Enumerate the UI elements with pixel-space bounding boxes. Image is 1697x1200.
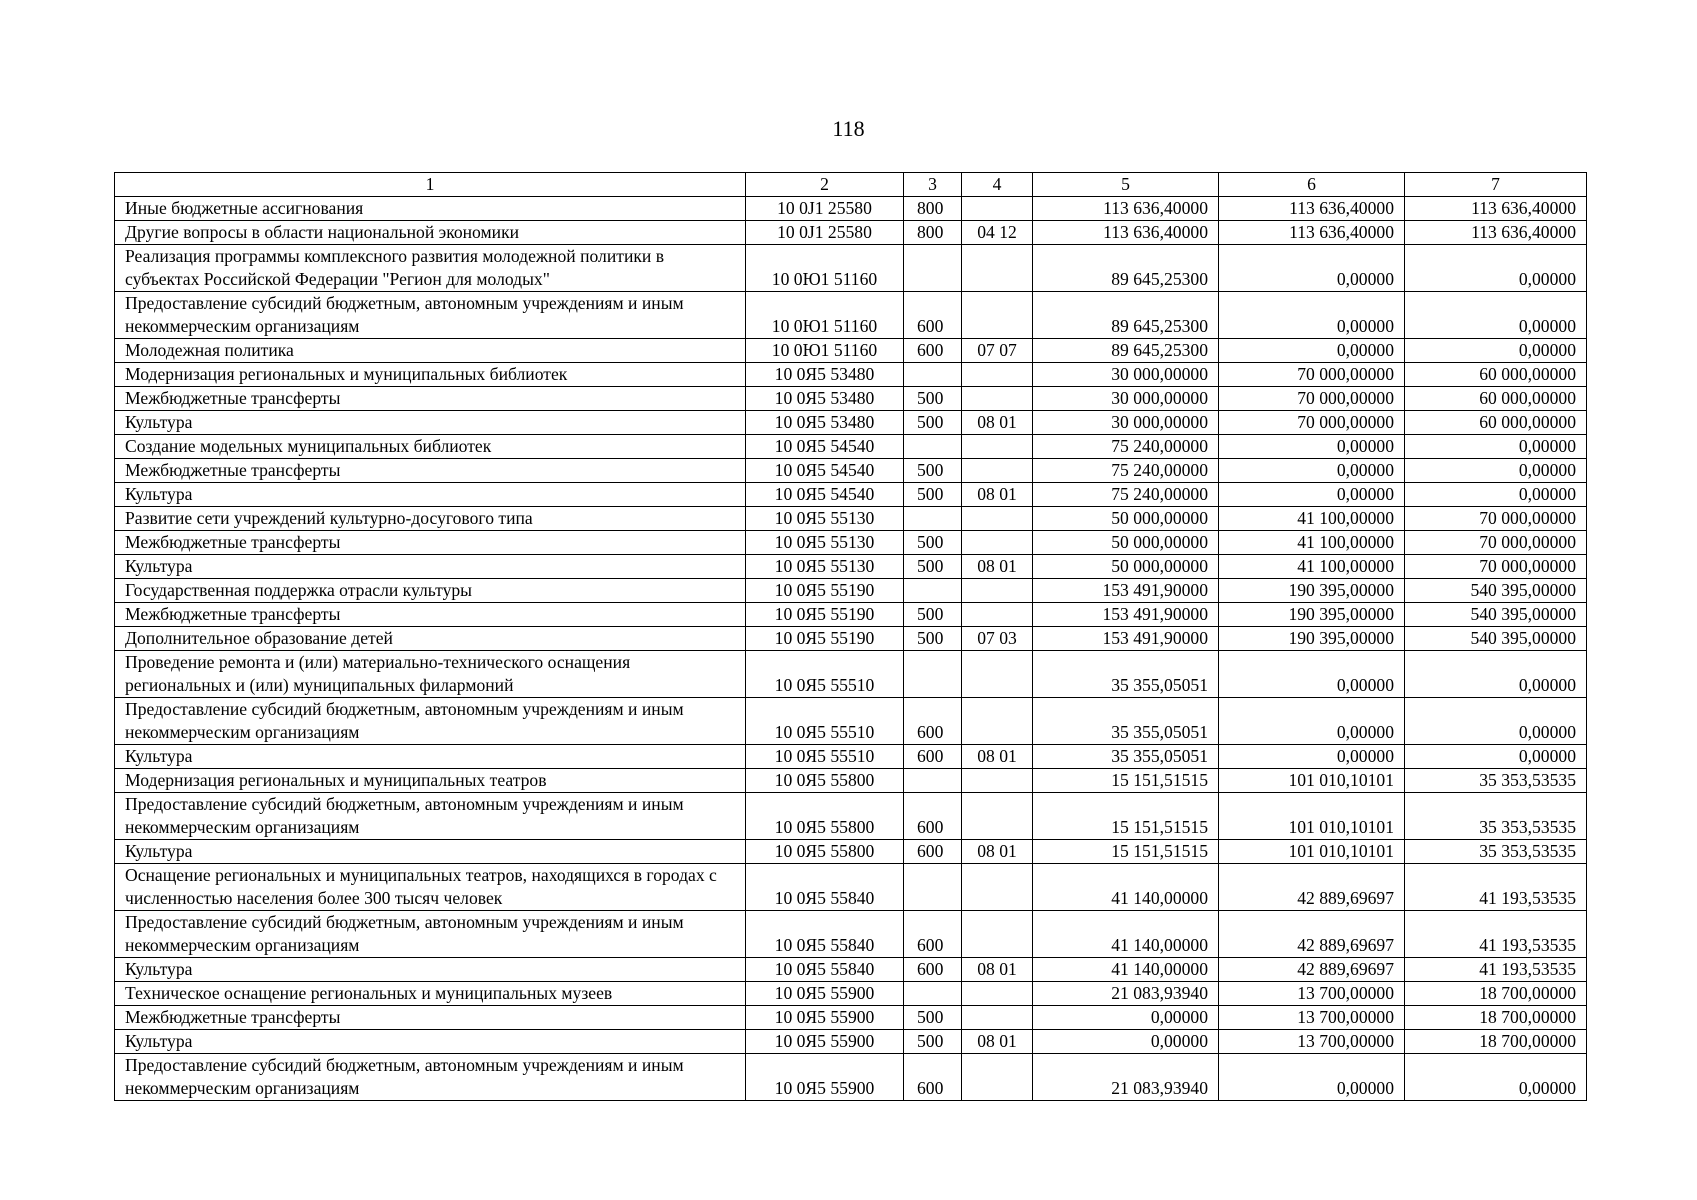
section-code-cell bbox=[962, 507, 1033, 531]
amount-col7-cell: 35 353,53535 bbox=[1405, 793, 1587, 840]
target-code-cell: 10 0Я5 55840 bbox=[746, 911, 904, 958]
row-name-cell: Проведение ремонта и (или) материально-технического оснащения региональных и (или) муниципальных филармоний bbox=[115, 651, 746, 698]
table-row bbox=[115, 1054, 1587, 1101]
target-code-cell: 10 0Я5 55900 bbox=[746, 1006, 904, 1030]
target-code-cell: 10 0Я5 55190 bbox=[746, 603, 904, 627]
table-row bbox=[115, 651, 1587, 698]
target-code-cell: 10 0Я5 55800 bbox=[746, 840, 904, 864]
amount-col5-cell: 21 083,93940 bbox=[1033, 982, 1219, 1006]
expense-type-cell: 600 bbox=[904, 745, 962, 769]
row-name-cell: Межбюджетные трансферты bbox=[115, 387, 746, 411]
table-row bbox=[115, 1030, 1587, 1054]
amount-col5-cell: 75 240,00000 bbox=[1033, 483, 1219, 507]
expense-type-cell: 500 bbox=[904, 387, 962, 411]
amount-col6-cell: 113 636,40000 bbox=[1219, 197, 1405, 221]
row-name-cell: Оснащение региональных и муниципальных театров, находящихся в городах с численностью населения более 300 тысяч человек bbox=[115, 864, 746, 911]
expense-type-cell: 500 bbox=[904, 555, 962, 579]
row-name-cell: Молодежная политика bbox=[115, 339, 746, 363]
row-name-cell: Иные бюджетные ассигнования bbox=[115, 197, 746, 221]
expense-type-cell bbox=[904, 363, 962, 387]
expense-type-cell: 500 bbox=[904, 603, 962, 627]
amount-col6-cell: 190 395,00000 bbox=[1219, 627, 1405, 651]
row-name-cell: Создание модельных муниципальных библиотек bbox=[115, 435, 746, 459]
row-name-cell: Дополнительное образование детей bbox=[115, 627, 746, 651]
table-row bbox=[115, 982, 1587, 1006]
target-code-cell: 10 0J1 25580 bbox=[746, 197, 904, 221]
amount-col7-cell: 0,00000 bbox=[1405, 745, 1587, 769]
table-row bbox=[115, 745, 1587, 769]
row-name-cell: Межбюджетные трансферты bbox=[115, 531, 746, 555]
table-row bbox=[115, 459, 1587, 483]
target-code-cell: 10 0Я5 55130 bbox=[746, 507, 904, 531]
table-row bbox=[115, 627, 1587, 651]
row-name-cell: Модернизация региональных и муниципальных библиотек bbox=[115, 363, 746, 387]
amount-col6-cell: 0,00000 bbox=[1219, 483, 1405, 507]
table-row bbox=[115, 435, 1587, 459]
amount-col7-cell: 60 000,00000 bbox=[1405, 363, 1587, 387]
amount-col6-cell: 190 395,00000 bbox=[1219, 579, 1405, 603]
expense-type-cell: 600 bbox=[904, 793, 962, 840]
amount-col7-cell: 18 700,00000 bbox=[1405, 982, 1587, 1006]
target-code-cell: 10 0Я5 55190 bbox=[746, 627, 904, 651]
expense-type-cell: 600 bbox=[904, 698, 962, 745]
target-code-cell: 10 0Я5 55800 bbox=[746, 769, 904, 793]
amount-col7-cell: 41 193,53535 bbox=[1405, 958, 1587, 982]
amount-col7-cell: 60 000,00000 bbox=[1405, 411, 1587, 435]
amount-col5-cell: 113 636,40000 bbox=[1033, 197, 1219, 221]
row-name-cell: Культура bbox=[115, 411, 746, 435]
row-name-cell: Культура bbox=[115, 840, 746, 864]
amount-col6-cell: 42 889,69697 bbox=[1219, 864, 1405, 911]
amount-col5-cell: 15 151,51515 bbox=[1033, 793, 1219, 840]
table-row bbox=[115, 603, 1587, 627]
target-code-cell: 10 0Я5 55510 bbox=[746, 651, 904, 698]
section-code-cell bbox=[962, 459, 1033, 483]
amount-col5-cell: 113 636,40000 bbox=[1033, 221, 1219, 245]
section-code-cell bbox=[962, 435, 1033, 459]
section-code-cell: 07 03 bbox=[962, 627, 1033, 651]
row-name-cell: Модернизация региональных и муниципальных театров bbox=[115, 769, 746, 793]
amount-col6-cell: 101 010,10101 bbox=[1219, 793, 1405, 840]
table-row bbox=[115, 793, 1587, 840]
table-row bbox=[115, 221, 1587, 245]
amount-col7-cell: 18 700,00000 bbox=[1405, 1006, 1587, 1030]
amount-col7-cell: 41 193,53535 bbox=[1405, 911, 1587, 958]
section-code-cell bbox=[962, 911, 1033, 958]
target-code-cell: 10 0Я5 55840 bbox=[746, 958, 904, 982]
target-code-cell: 10 0Я5 54540 bbox=[746, 435, 904, 459]
amount-col5-cell: 89 645,25300 bbox=[1033, 292, 1219, 339]
expense-type-cell: 500 bbox=[904, 459, 962, 483]
budget-table bbox=[114, 172, 1587, 1101]
table-row bbox=[115, 579, 1587, 603]
amount-col7-cell: 0,00000 bbox=[1405, 459, 1587, 483]
section-code-cell bbox=[962, 579, 1033, 603]
row-name-cell: Государственная поддержка отрасли культуры bbox=[115, 579, 746, 603]
expense-type-cell bbox=[904, 864, 962, 911]
expense-type-cell: 600 bbox=[904, 911, 962, 958]
amount-col7-cell: 0,00000 bbox=[1405, 339, 1587, 363]
table-row bbox=[115, 840, 1587, 864]
amount-col5-cell: 35 355,05051 bbox=[1033, 698, 1219, 745]
expense-type-cell bbox=[904, 245, 962, 292]
table-row bbox=[115, 197, 1587, 221]
page-number: 118 bbox=[832, 116, 865, 141]
target-code-cell: 10 0Я5 55840 bbox=[746, 864, 904, 911]
section-code-cell: 08 01 bbox=[962, 840, 1033, 864]
row-name-cell: Предоставление субсидий бюджетным, автономным учреждениям и иным некоммерческим организациям bbox=[115, 1054, 746, 1101]
row-name-cell: Реализация программы комплексного развития молодежной политики в субъектах Российской Федерации "Регион для молодых" bbox=[115, 245, 746, 292]
section-code-cell bbox=[962, 1054, 1033, 1101]
section-code-cell bbox=[962, 982, 1033, 1006]
amount-col5-cell: 15 151,51515 bbox=[1033, 840, 1219, 864]
expense-type-cell: 500 bbox=[904, 483, 962, 507]
row-name-cell: Межбюджетные трансферты bbox=[115, 459, 746, 483]
amount-col7-cell: 113 636,40000 bbox=[1405, 221, 1587, 245]
expense-type-cell: 500 bbox=[904, 627, 962, 651]
table-row bbox=[115, 911, 1587, 958]
amount-col6-cell: 13 700,00000 bbox=[1219, 982, 1405, 1006]
section-code-cell: 08 01 bbox=[962, 555, 1033, 579]
target-code-cell: 10 0Я5 53480 bbox=[746, 387, 904, 411]
table-row bbox=[115, 292, 1587, 339]
column-header: 6 bbox=[1219, 173, 1405, 197]
target-code-cell: 10 0J1 25580 bbox=[746, 221, 904, 245]
target-code-cell: 10 0Я5 53480 bbox=[746, 411, 904, 435]
amount-col5-cell: 153 491,90000 bbox=[1033, 627, 1219, 651]
amount-col5-cell: 41 140,00000 bbox=[1033, 958, 1219, 982]
section-code-cell: 08 01 bbox=[962, 745, 1033, 769]
amount-col5-cell: 30 000,00000 bbox=[1033, 363, 1219, 387]
amount-col7-cell: 41 193,53535 bbox=[1405, 864, 1587, 911]
section-code-cell: 07 07 bbox=[962, 339, 1033, 363]
expense-type-cell: 800 bbox=[904, 197, 962, 221]
amount-col7-cell: 0,00000 bbox=[1405, 483, 1587, 507]
table-row bbox=[115, 698, 1587, 745]
row-name-cell: Предоставление субсидий бюджетным, автономным учреждениям и иным некоммерческим организациям bbox=[115, 911, 746, 958]
target-code-cell: 10 0Я5 55900 bbox=[746, 1030, 904, 1054]
amount-col7-cell: 0,00000 bbox=[1405, 292, 1587, 339]
amount-col6-cell: 101 010,10101 bbox=[1219, 840, 1405, 864]
amount-col7-cell: 0,00000 bbox=[1405, 435, 1587, 459]
row-name-cell: Предоставление субсидий бюджетным, автономным учреждениям и иным некоммерческим организациям bbox=[115, 292, 746, 339]
section-code-cell bbox=[962, 651, 1033, 698]
amount-col5-cell: 89 645,25300 bbox=[1033, 339, 1219, 363]
section-code-cell: 08 01 bbox=[962, 1030, 1033, 1054]
expense-type-cell: 600 bbox=[904, 958, 962, 982]
amount-col6-cell: 41 100,00000 bbox=[1219, 555, 1405, 579]
amount-col5-cell: 50 000,00000 bbox=[1033, 531, 1219, 555]
amount-col6-cell: 41 100,00000 bbox=[1219, 507, 1405, 531]
amount-col6-cell: 113 636,40000 bbox=[1219, 221, 1405, 245]
amount-col6-cell: 70 000,00000 bbox=[1219, 411, 1405, 435]
target-code-cell: 10 0Ю1 51160 bbox=[746, 339, 904, 363]
expense-type-cell: 600 bbox=[904, 1054, 962, 1101]
section-code-cell bbox=[962, 531, 1033, 555]
expense-type-cell: 800 bbox=[904, 221, 962, 245]
amount-col5-cell: 0,00000 bbox=[1033, 1006, 1219, 1030]
target-code-cell: 10 0Я5 55130 bbox=[746, 555, 904, 579]
section-code-cell: 08 01 bbox=[962, 958, 1033, 982]
table-row bbox=[115, 245, 1587, 292]
amount-col7-cell: 70 000,00000 bbox=[1405, 531, 1587, 555]
amount-col6-cell: 13 700,00000 bbox=[1219, 1030, 1405, 1054]
column-header: 2 bbox=[746, 173, 904, 197]
expense-type-cell: 500 bbox=[904, 1030, 962, 1054]
target-code-cell: 10 0Ю1 51160 bbox=[746, 292, 904, 339]
table-row bbox=[115, 1006, 1587, 1030]
table-row bbox=[115, 531, 1587, 555]
amount-col5-cell: 35 355,05051 bbox=[1033, 745, 1219, 769]
amount-col6-cell: 70 000,00000 bbox=[1219, 363, 1405, 387]
row-name-cell: Предоставление субсидий бюджетным, автономным учреждениям и иным некоммерческим организациям bbox=[115, 698, 746, 745]
row-name-cell: Предоставление субсидий бюджетным, автономным учреждениям и иным некоммерческим организациям bbox=[115, 793, 746, 840]
amount-col5-cell: 41 140,00000 bbox=[1033, 864, 1219, 911]
section-code-cell bbox=[962, 245, 1033, 292]
amount-col6-cell: 0,00000 bbox=[1219, 698, 1405, 745]
amount-col7-cell: 540 395,00000 bbox=[1405, 603, 1587, 627]
section-code-cell bbox=[962, 387, 1033, 411]
expense-type-cell: 600 bbox=[904, 840, 962, 864]
table-row bbox=[115, 363, 1587, 387]
target-code-cell: 10 0Ю1 51160 bbox=[746, 245, 904, 292]
section-code-cell bbox=[962, 769, 1033, 793]
table-row bbox=[115, 483, 1587, 507]
amount-col6-cell: 0,00000 bbox=[1219, 292, 1405, 339]
amount-col5-cell: 50 000,00000 bbox=[1033, 555, 1219, 579]
amount-col6-cell: 0,00000 bbox=[1219, 651, 1405, 698]
amount-col6-cell: 0,00000 bbox=[1219, 339, 1405, 363]
amount-col6-cell: 190 395,00000 bbox=[1219, 603, 1405, 627]
amount-col5-cell: 75 240,00000 bbox=[1033, 459, 1219, 483]
amount-col5-cell: 30 000,00000 bbox=[1033, 411, 1219, 435]
expense-type-cell bbox=[904, 651, 962, 698]
row-name-cell: Культура bbox=[115, 483, 746, 507]
row-name-cell: Другие вопросы в области национальной экономики bbox=[115, 221, 746, 245]
table-row bbox=[115, 387, 1587, 411]
table-row bbox=[115, 864, 1587, 911]
amount-col5-cell: 41 140,00000 bbox=[1033, 911, 1219, 958]
amount-col6-cell: 0,00000 bbox=[1219, 245, 1405, 292]
row-name-cell: Развитие сети учреждений культурно-досугового типа bbox=[115, 507, 746, 531]
expense-type-cell bbox=[904, 435, 962, 459]
section-code-cell bbox=[962, 197, 1033, 221]
table-body bbox=[115, 197, 1587, 1101]
amount-col7-cell: 60 000,00000 bbox=[1405, 387, 1587, 411]
section-code-cell bbox=[962, 292, 1033, 339]
amount-col6-cell: 101 010,10101 bbox=[1219, 769, 1405, 793]
expense-type-cell: 500 bbox=[904, 1006, 962, 1030]
row-name-cell: Межбюджетные трансферты bbox=[115, 1006, 746, 1030]
section-code-cell: 08 01 bbox=[962, 483, 1033, 507]
column-header: 5 bbox=[1033, 173, 1219, 197]
expense-type-cell: 500 bbox=[904, 411, 962, 435]
table-row bbox=[115, 507, 1587, 531]
target-code-cell: 10 0Я5 55190 bbox=[746, 579, 904, 603]
amount-col6-cell: 0,00000 bbox=[1219, 1054, 1405, 1101]
amount-col5-cell: 153 491,90000 bbox=[1033, 579, 1219, 603]
amount-col7-cell: 540 395,00000 bbox=[1405, 579, 1587, 603]
expense-type-cell: 600 bbox=[904, 339, 962, 363]
target-code-cell: 10 0Я5 55130 bbox=[746, 531, 904, 555]
amount-col6-cell: 42 889,69697 bbox=[1219, 911, 1405, 958]
amount-col6-cell: 70 000,00000 bbox=[1219, 387, 1405, 411]
amount-col7-cell: 35 353,53535 bbox=[1405, 840, 1587, 864]
header-row bbox=[115, 173, 1587, 197]
column-header: 1 bbox=[115, 173, 746, 197]
amount-col6-cell: 13 700,00000 bbox=[1219, 1006, 1405, 1030]
amount-col5-cell: 50 000,00000 bbox=[1033, 507, 1219, 531]
row-name-cell: Культура bbox=[115, 958, 746, 982]
amount-col7-cell: 70 000,00000 bbox=[1405, 507, 1587, 531]
expense-type-cell bbox=[904, 769, 962, 793]
section-code-cell: 08 01 bbox=[962, 411, 1033, 435]
row-name-cell: Культура bbox=[115, 555, 746, 579]
amount-col5-cell: 35 355,05051 bbox=[1033, 651, 1219, 698]
table-row bbox=[115, 339, 1587, 363]
section-code-cell: 04 12 bbox=[962, 221, 1033, 245]
row-name-cell: Техническое оснащение региональных и муниципальных музеев bbox=[115, 982, 746, 1006]
amount-col6-cell: 41 100,00000 bbox=[1219, 531, 1405, 555]
amount-col5-cell: 15 151,51515 bbox=[1033, 769, 1219, 793]
amount-col6-cell: 0,00000 bbox=[1219, 459, 1405, 483]
target-code-cell: 10 0Я5 55900 bbox=[746, 982, 904, 1006]
amount-col5-cell: 153 491,90000 bbox=[1033, 603, 1219, 627]
expense-type-cell: 500 bbox=[904, 531, 962, 555]
target-code-cell: 10 0Я5 54540 bbox=[746, 459, 904, 483]
target-code-cell: 10 0Я5 53480 bbox=[746, 363, 904, 387]
expense-type-cell bbox=[904, 579, 962, 603]
table-row bbox=[115, 769, 1587, 793]
amount-col6-cell: 42 889,69697 bbox=[1219, 958, 1405, 982]
amount-col7-cell: 0,00000 bbox=[1405, 245, 1587, 292]
column-header: 7 bbox=[1405, 173, 1587, 197]
amount-col6-cell: 0,00000 bbox=[1219, 745, 1405, 769]
amount-col5-cell: 30 000,00000 bbox=[1033, 387, 1219, 411]
target-code-cell: 10 0Я5 55510 bbox=[746, 745, 904, 769]
row-name-cell: Культура bbox=[115, 1030, 746, 1054]
row-name-cell: Межбюджетные трансферты bbox=[115, 603, 746, 627]
target-code-cell: 10 0Я5 55510 bbox=[746, 698, 904, 745]
amount-col7-cell: 0,00000 bbox=[1405, 651, 1587, 698]
target-code-cell: 10 0Я5 54540 bbox=[746, 483, 904, 507]
section-code-cell bbox=[962, 363, 1033, 387]
amount-col7-cell: 540 395,00000 bbox=[1405, 627, 1587, 651]
target-code-cell: 10 0Я5 55900 bbox=[746, 1054, 904, 1101]
amount-col7-cell: 113 636,40000 bbox=[1405, 197, 1587, 221]
amount-col7-cell: 18 700,00000 bbox=[1405, 1030, 1587, 1054]
expense-type-cell: 600 bbox=[904, 292, 962, 339]
column-header: 3 bbox=[904, 173, 962, 197]
table-row bbox=[115, 411, 1587, 435]
section-code-cell bbox=[962, 1006, 1033, 1030]
table-row bbox=[115, 958, 1587, 982]
section-code-cell bbox=[962, 793, 1033, 840]
amount-col7-cell: 35 353,53535 bbox=[1405, 769, 1587, 793]
section-code-cell bbox=[962, 864, 1033, 911]
amount-col5-cell: 21 083,93940 bbox=[1033, 1054, 1219, 1101]
amount-col6-cell: 0,00000 bbox=[1219, 435, 1405, 459]
target-code-cell: 10 0Я5 55800 bbox=[746, 793, 904, 840]
table-row bbox=[115, 555, 1587, 579]
amount-col5-cell: 89 645,25300 bbox=[1033, 245, 1219, 292]
row-name-cell: Культура bbox=[115, 745, 746, 769]
expense-type-cell bbox=[904, 982, 962, 1006]
amount-col7-cell: 0,00000 bbox=[1405, 1054, 1587, 1101]
column-header: 4 bbox=[962, 173, 1033, 197]
amount-col7-cell: 0,00000 bbox=[1405, 698, 1587, 745]
amount-col5-cell: 0,00000 bbox=[1033, 1030, 1219, 1054]
expense-type-cell bbox=[904, 507, 962, 531]
amount-col7-cell: 70 000,00000 bbox=[1405, 555, 1587, 579]
amount-col5-cell: 75 240,00000 bbox=[1033, 435, 1219, 459]
section-code-cell bbox=[962, 698, 1033, 745]
section-code-cell bbox=[962, 603, 1033, 627]
